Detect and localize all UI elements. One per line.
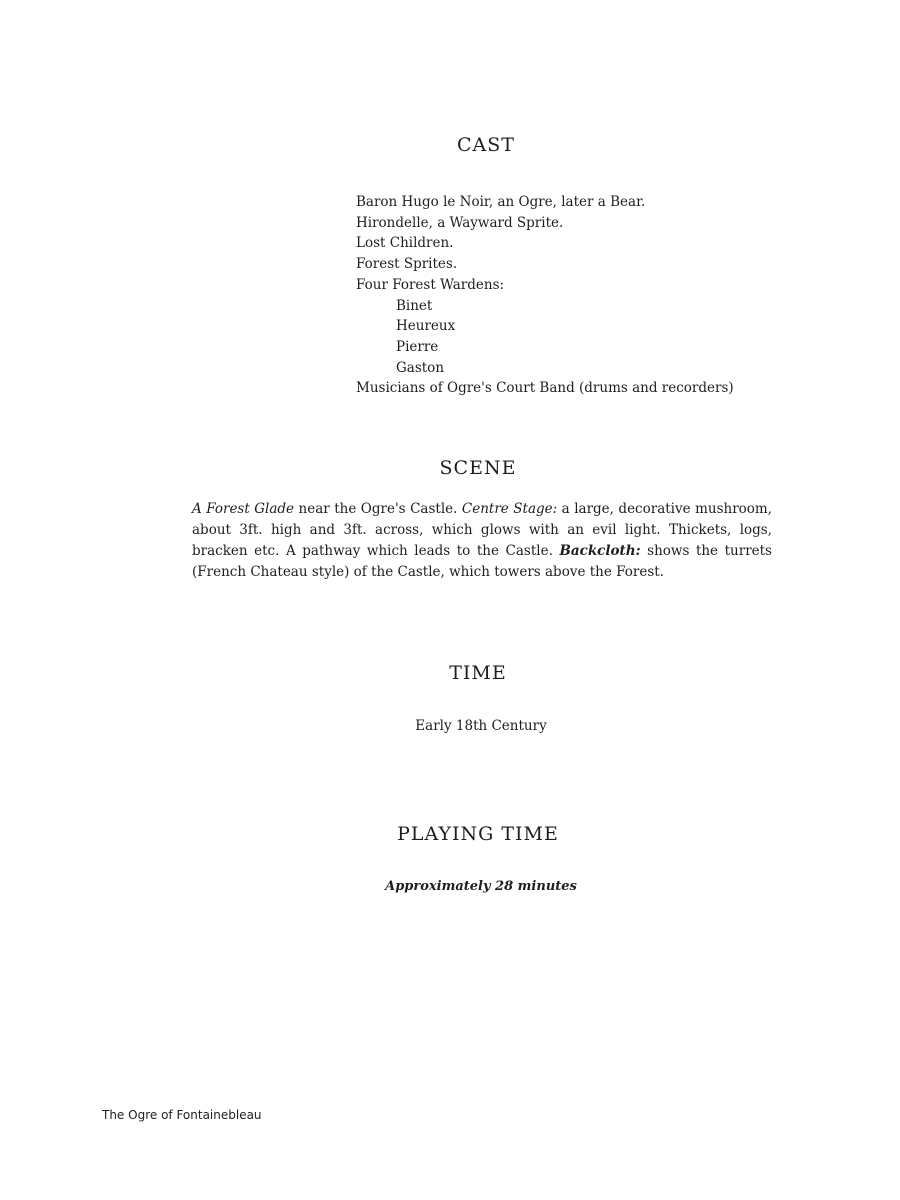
cast-list-item: Hirondelle, a Wayward Sprite. — [356, 214, 564, 231]
cast-list-item: Forest Sprites. — [356, 256, 458, 273]
cast-list-item: Baron Hugo le Noir, an Ogre, later a Bear. — [356, 194, 646, 210]
scene-text-part-3: shows the turrets (French Chateau style) of the Castle, which towers above the Forest. — [192, 543, 772, 580]
scene-label-backcloth: Backcloth: — [559, 543, 641, 559]
footer-title: The Ogre of Fontainebleau — [102, 1108, 262, 1122]
scene-text-part-2: a large, decorative mushroom, about 3ft. high and 3ft. across, which glows with an evil light. Thickets, logs, bracken etc. A pathway which leads to the Castle. — [192, 501, 773, 559]
cast-list-item: Musicians of Ogre's Court Band (drums and recorders) — [356, 380, 734, 397]
time-heading: TIME — [449, 662, 507, 684]
scene-label-centre-stage: Centre Stage: — [461, 501, 558, 517]
cast-sublist-item: Pierre — [396, 338, 439, 355]
scene-label-forest-glade: A Forest Glade — [192, 501, 295, 517]
scene-description — [192, 499, 772, 583]
cast-sublist-item: Binet — [396, 297, 433, 314]
time-text: Early 18th Century — [415, 718, 547, 734]
cast-list — [356, 192, 734, 399]
cast-sublist-item: Heureux — [396, 318, 456, 335]
playing-time-heading: PLAYING TIME — [397, 823, 559, 845]
cast-sublist-item: Gaston — [396, 359, 445, 376]
cast-list-item: Lost Children. — [356, 235, 454, 252]
playing-time-text: Approximately 28 minutes — [385, 879, 577, 894]
cast-heading: CAST — [457, 134, 515, 156]
scene-heading: SCENE — [439, 457, 517, 479]
cast-list-item: Four Forest Wardens: — [356, 276, 505, 293]
scene-text-part-1: near the Ogre's Castle. — [294, 501, 462, 517]
